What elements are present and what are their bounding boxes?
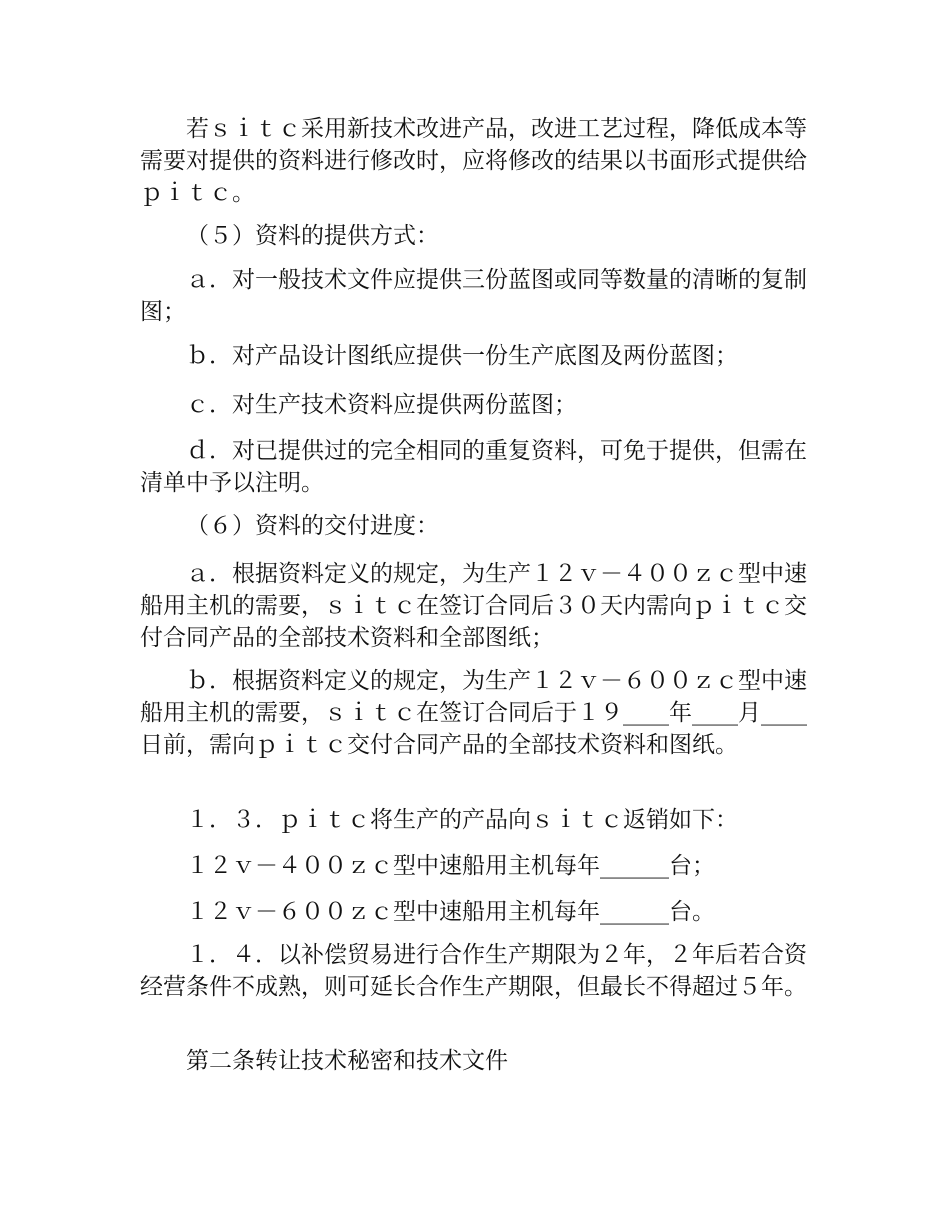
item-production-docs: ｃ．对生产技术资料应提供两份蓝图； bbox=[186, 392, 577, 418]
item-schedule-400zc: ａ．根据资料定义的规定，为生产１２ｖ－４００ｚｃ型中速船用主机的需要，ｓｉｔｃ在签订合同后３０天内需向ｐｉｔｃ交付合同产品的全部技术资料和全部图纸； bbox=[140, 561, 807, 651]
item-duplicate-docs: ｄ．对已提供过的完全相同的重复资料，可免于提供，但需在清单中予以注明。 bbox=[140, 438, 807, 496]
item-general-docs: ａ．对一般技术文件应提供三份蓝图或同等数量的清晰的复制图； bbox=[140, 267, 807, 325]
heading-delivery-schedule: （６）资料的交付进度： bbox=[186, 513, 439, 539]
buyback-400zc: １２ｖ－４００ｚｃ型中速船用主机每年______台； bbox=[186, 853, 715, 879]
buyback-600zc: １２ｖ－６００ｚｃ型中速船用主机每年______台。 bbox=[186, 899, 715, 925]
article-two-heading: 第二条转让技术秘密和技术文件 bbox=[186, 1048, 508, 1074]
clause-1-3-buyback: １．３．ｐｉｔｃ将生产的产品向ｓｉｔｃ返销如下： bbox=[186, 807, 738, 833]
item-schedule-600zc: ｂ．根据资料定义的规定，为生产１２ｖ－６００ｚｃ型中速船用主机的需要，ｓｉｔｃ在签订合同后于１９____年____月____日前，需向ｐｉｔｃ交付合同产品的全部技术资料和图纸。 bbox=[140, 668, 807, 758]
clause-1-4-term: １．４．以补偿贸易进行合作生产期限为２年，２年后若合资经营条件不成熟，则可延长合作生产期限，但最长不得超过５年。 bbox=[140, 942, 807, 1000]
paragraph-revision-notice: 若ｓｉｔｃ采用新技术改进产品，改进工艺过程，降低成本等需要对提供的资料进行修改时，应将修改的结果以书面形式提供给ｐｉｔｃ。 bbox=[140, 116, 807, 206]
item-design-drawings: ｂ．对产品设计图纸应提供一份生产底图及两份蓝图； bbox=[186, 343, 738, 369]
heading-delivery-method: （５）资料的提供方式： bbox=[186, 223, 439, 249]
